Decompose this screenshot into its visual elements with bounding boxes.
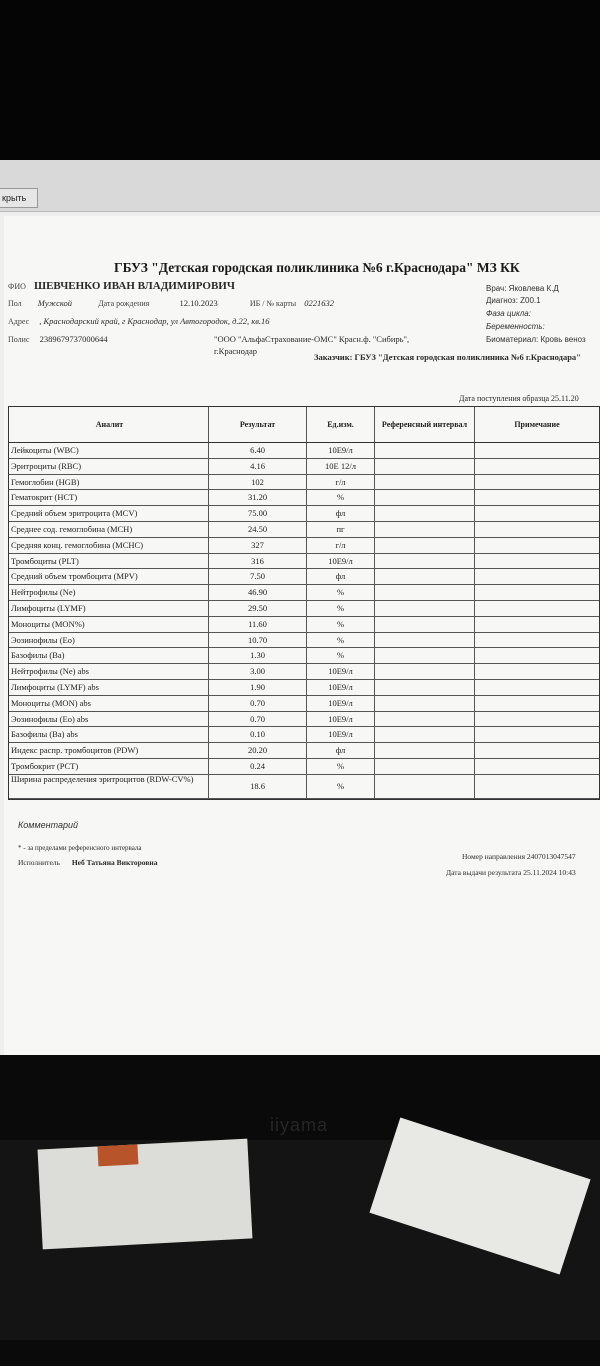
executor-name: Неб Татьяна Викторовна: [71, 858, 158, 867]
executor-line: [18, 858, 157, 867]
referral-number: Номер направления 2407013047547: [462, 852, 576, 861]
table-row: [9, 775, 599, 799]
table-row: [9, 743, 599, 759]
result-value: 0.70: [209, 696, 307, 711]
footnote: * - за пределами референсного интервала: [18, 844, 142, 852]
analyte-name: Нейтрофилы (Ne): [9, 585, 209, 600]
unit-value: 10Е9/л: [307, 680, 375, 695]
reference-cell: [375, 759, 475, 774]
analyte-name: Базофилы (Ba) abs: [9, 727, 209, 742]
analyte-name: Лимфоциты (LYMF): [9, 601, 209, 616]
app-toolbar: [0, 160, 600, 212]
executor-label: Исполнитель: [18, 858, 60, 867]
unit-value: 10Е9/л: [307, 727, 375, 742]
result-value: 29.50: [209, 601, 307, 616]
note-cell: [475, 554, 599, 569]
reference-cell: [375, 601, 475, 616]
analyte-name: Средняя конц. гемоглобина (MCHC): [9, 538, 209, 553]
reference-cell: [375, 554, 475, 569]
table-row: [9, 459, 599, 475]
unit-value: пг: [307, 522, 375, 537]
result-value: 20.20: [209, 743, 307, 758]
monitor-bezel: [0, 1055, 600, 1366]
monitor-screen: [0, 160, 600, 1055]
table-row: [9, 712, 599, 728]
fio-label: ФИО: [8, 282, 26, 291]
result-value: 316: [209, 554, 307, 569]
customer: Заказчик: ГБУЗ "Детская городская поликлиника №6 г.Краснодара": [314, 352, 581, 362]
reference-cell: [375, 585, 475, 600]
received-date: Дата поступления образца 25.11.20: [459, 394, 579, 403]
result-value: 46.90: [209, 585, 307, 600]
table-row: [9, 633, 599, 649]
reference-cell: [375, 680, 475, 695]
reference-cell: [375, 696, 475, 711]
reference-cell: [375, 569, 475, 584]
unit-value: %: [307, 601, 375, 616]
sex-value: Мужской: [37, 298, 73, 308]
result-value: 18.6: [209, 775, 307, 798]
unit-value: 10Е 12/л: [307, 459, 375, 474]
analyte-name: Средний объем тромбоцита (MPV): [9, 569, 209, 584]
policy-value: 2389679737000644: [39, 334, 108, 344]
note-cell: [475, 712, 599, 727]
analyte-name: Нейтрофилы (Ne) abs: [9, 664, 209, 679]
table-row: [9, 538, 599, 554]
sex-line: [8, 298, 334, 308]
results-table: [8, 406, 600, 800]
reference-cell: [375, 475, 475, 490]
unit-value: %: [307, 648, 375, 663]
analyte-name: Эозинофилы (Eo): [9, 633, 209, 648]
note-cell: [475, 727, 599, 742]
result-value: 4.16: [209, 459, 307, 474]
note-cell: [475, 569, 599, 584]
unit-value: %: [307, 759, 375, 774]
diagnosis: Диагноз: Z00.1: [486, 296, 541, 305]
header-analyte: Аналит: [9, 407, 209, 442]
unit-value: г/л: [307, 475, 375, 490]
comment-label: Комментарий: [18, 820, 79, 830]
reference-cell: [375, 633, 475, 648]
note-cell: [475, 522, 599, 537]
pregnancy: Беременность:: [486, 322, 545, 331]
note-cell: [475, 475, 599, 490]
result-value: 0.24: [209, 759, 307, 774]
note-cell: [475, 775, 599, 798]
table-header: [9, 407, 599, 443]
policy-label: Полис: [8, 335, 30, 344]
unit-value: г/л: [307, 538, 375, 553]
table-row: [9, 585, 599, 601]
note-cell: [475, 585, 599, 600]
note-cell: [475, 506, 599, 521]
dark-background-top: [0, 0, 600, 160]
header-unit: Ед.изм.: [307, 407, 375, 442]
orange-sticker: [97, 1144, 138, 1166]
result-value: 0.10: [209, 727, 307, 742]
analyte-name: Эритроциты (RBC): [9, 459, 209, 474]
analyte-name: Среднее сод. гемоглобина (MCH): [9, 522, 209, 537]
dob-label: Дата рождения: [98, 299, 150, 308]
unit-value: %: [307, 633, 375, 648]
result-value: 6.40: [209, 443, 307, 458]
note-cell: [475, 648, 599, 663]
address-line: [8, 316, 270, 326]
unit-value: фл: [307, 569, 375, 584]
lab-report-document: [4, 216, 600, 1055]
unit-value: 10Е9/л: [307, 554, 375, 569]
analyte-name: Моноциты (MON) abs: [9, 696, 209, 711]
unit-value: 10Е9/л: [307, 696, 375, 711]
reference-cell: [375, 743, 475, 758]
analyte-name: Базофилы (Ba): [9, 648, 209, 663]
note-cell: [475, 633, 599, 648]
insurer-city: г.Краснодар: [214, 346, 258, 356]
analyte-name: Средний объем эритроцита (MCV): [9, 506, 209, 521]
note-cell: [475, 664, 599, 679]
result-value: 102: [209, 475, 307, 490]
reference-cell: [375, 775, 475, 798]
result-value: 24.50: [209, 522, 307, 537]
reference-cell: [375, 538, 475, 553]
analyte-name: Гемоглобин (HGB): [9, 475, 209, 490]
unit-value: %: [307, 585, 375, 600]
result-value: 10.70: [209, 633, 307, 648]
table-row: [9, 696, 599, 712]
paper-note-left: [38, 1139, 253, 1250]
table-row: [9, 601, 599, 617]
unit-value: %: [307, 775, 375, 798]
analyte-name: Ширина распределения эритроцитов (RDW-CV%): [9, 775, 209, 798]
desk-area: [0, 1140, 600, 1340]
result-value: 1.30: [209, 648, 307, 663]
analyte-name: Тромбокрит (PCT): [9, 759, 209, 774]
analyte-name: Гематокрит (HCT): [9, 490, 209, 505]
reference-cell: [375, 459, 475, 474]
table-row: [9, 759, 599, 775]
issue-date: Дата выдачи результата 25.11.2024 10:43: [446, 868, 576, 877]
result-value: 11.60: [209, 617, 307, 632]
reference-cell: [375, 522, 475, 537]
note-cell: [475, 490, 599, 505]
reference-cell: [375, 648, 475, 663]
note-cell: [475, 743, 599, 758]
unit-value: %: [307, 617, 375, 632]
note-cell: [475, 538, 599, 553]
table-row: [9, 648, 599, 664]
address-value: , Краснодарский край, г Краснодар, ул Автогородок, д.22, кв.16: [39, 316, 270, 326]
dob-value: 12.10.2023: [179, 298, 218, 308]
table-row: [9, 475, 599, 491]
result-value: 1.90: [209, 680, 307, 695]
unit-value: фл: [307, 743, 375, 758]
doctor: Врач: Яковлева К.Д: [486, 284, 559, 293]
paper-note-right: [369, 1118, 590, 1275]
close-button[interactable]: крыть: [0, 188, 38, 208]
table-row: [9, 680, 599, 696]
unit-value: %: [307, 490, 375, 505]
unit-value: фл: [307, 506, 375, 521]
cycle-phase: Фаза цикла:: [486, 309, 531, 318]
result-value: 7.50: [209, 569, 307, 584]
note-cell: [475, 696, 599, 711]
analyte-name: Индекс распр. тромбоцитов (PDW): [9, 743, 209, 758]
table-row: [9, 569, 599, 585]
note-cell: [475, 459, 599, 474]
reference-cell: [375, 664, 475, 679]
header-result: Результат: [209, 407, 307, 442]
result-value: 3.00: [209, 664, 307, 679]
table-row: [9, 522, 599, 538]
note-cell: [475, 617, 599, 632]
result-value: 75.00: [209, 506, 307, 521]
analyte-name: Эозинофилы (Eo) abs: [9, 712, 209, 727]
result-value: 0.70: [209, 712, 307, 727]
analyte-name: Лимфоциты (LYMF) abs: [9, 680, 209, 695]
card-value: 0221632: [304, 298, 335, 308]
table-row: [9, 617, 599, 633]
report-title: ГБУЗ "Детская городская поликлиника №6 г.Краснодара" МЗ КК: [114, 260, 520, 275]
unit-value: 10Е9/л: [307, 443, 375, 458]
patient-name: ШЕВЧЕНКО ИВАН ВЛАДИМИРОВИЧ: [34, 280, 235, 292]
reference-cell: [375, 443, 475, 458]
reference-cell: [375, 617, 475, 632]
policy-line: [8, 334, 108, 344]
analyte-name: Лейкоциты (WBC): [9, 443, 209, 458]
header-reference: Референсный интервал: [375, 407, 475, 442]
reference-cell: [375, 727, 475, 742]
result-value: 327: [209, 538, 307, 553]
table-row: [9, 490, 599, 506]
table-row: [9, 664, 599, 680]
table-row: [9, 443, 599, 459]
note-cell: [475, 759, 599, 774]
reference-cell: [375, 490, 475, 505]
sex-label: Пол: [8, 299, 22, 308]
table-row: [9, 727, 599, 743]
reference-cell: [375, 712, 475, 727]
biomaterial: Биоматериал: Кровь веноз: [486, 335, 586, 344]
reference-cell: [375, 506, 475, 521]
card-label: ИБ / № карты: [249, 299, 297, 308]
note-cell: [475, 443, 599, 458]
unit-value: 10Е9/л: [307, 664, 375, 679]
analyte-name: Тромбоциты (PLT): [9, 554, 209, 569]
insurer: "ООО "АльфаСтрахование-ОМС" Красн.ф. "Сибирь",: [214, 334, 410, 344]
note-cell: [475, 680, 599, 695]
table-row: [9, 506, 599, 522]
monitor-brand: iiyama: [270, 1115, 329, 1135]
analyte-name: Моноциты (MON%): [9, 617, 209, 632]
result-value: 31.20: [209, 490, 307, 505]
address-label: Адрес: [8, 317, 30, 326]
note-cell: [475, 601, 599, 616]
table-row: [9, 554, 599, 570]
unit-value: 10Е9/л: [307, 712, 375, 727]
header-note: Примечание: [514, 420, 560, 429]
